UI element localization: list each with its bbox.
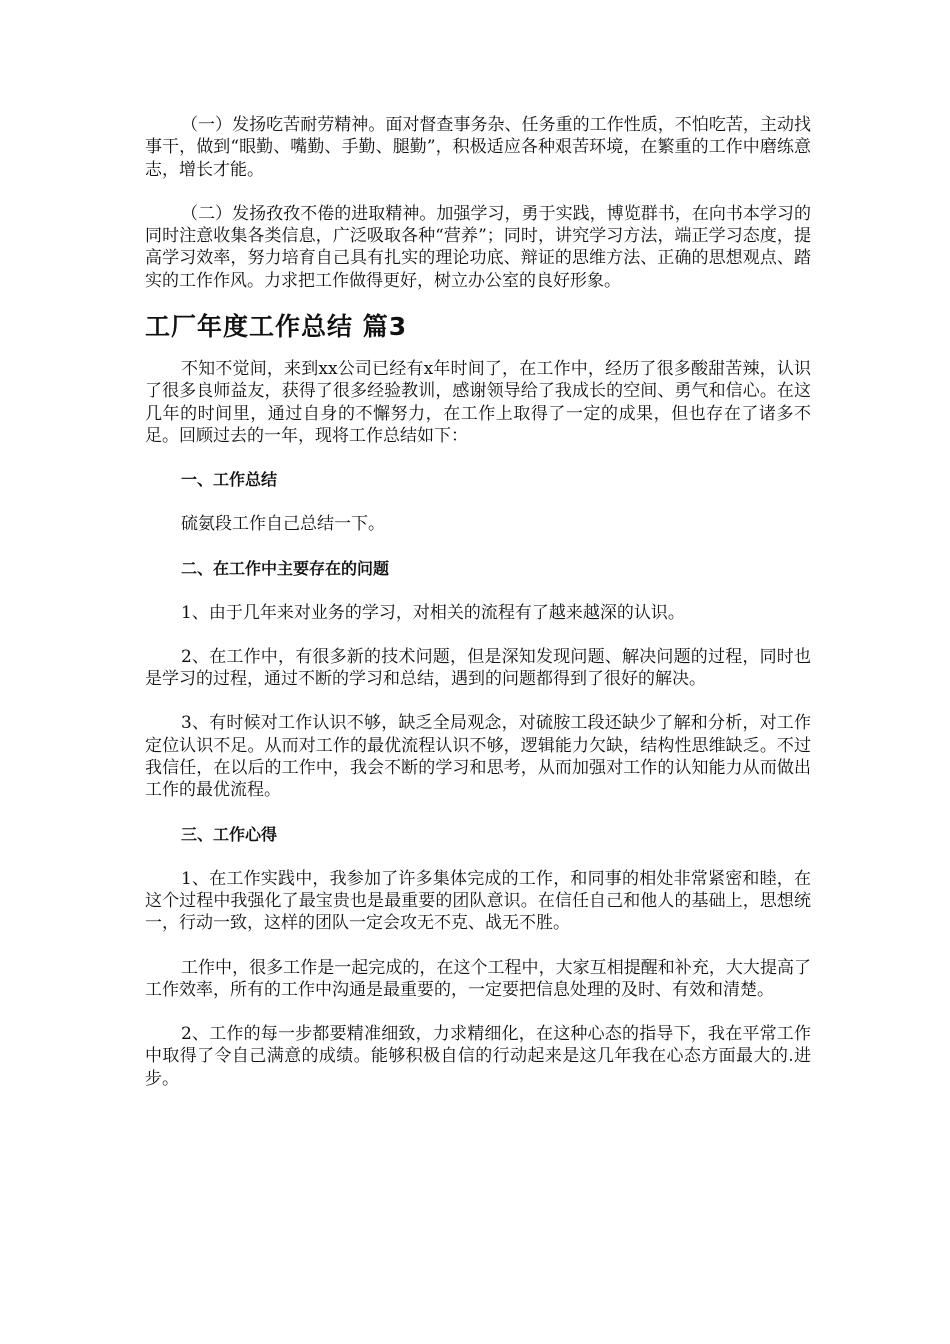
paragraph-learning: （二）发扬孜孜不倦的进取精神。加强学习，勇于实践，博览群书，在向书本学习的同时注意收集各类信息，广泛吸取各种“营养”；同时，讲究学习方法，端正学习态度，提高学习效率，努力培育自己具有扎实的理论功底、辩证的思维方法、正确的思想观点、踏实的工作作风。力求把工作做得更好，树立办公室的良好形象。 — [145, 203, 811, 291]
paragraph-teamwork: 工作中，很多工作是一起完成的，在这个工程中，大家互相提醒和补充，大大提高了工作效率，所有的工作中沟通是最重要的，一定要把信息处理的及时、有效和清楚。 — [145, 957, 811, 1000]
list-item-insight-2: 2、工作的每一步都要精准细致，力求精细化，在这种心态的指导下，我在平常工作中取得了令自己满意的成绩。能够积极自信的行动起来是这几年我在心态方面最大的.进步。 — [145, 1024, 811, 1089]
document-page — [145, 114, 811, 1090]
subheading-insights: 三、工作心得 — [181, 824, 278, 844]
list-item-problem-2: 2、在工作中，有很多新的技术问题，但是深知发现问题、解决问题的过程，同时也是学习的过程，通过不断的学习和总结，遇到的问题都得到了很好的解决。 — [145, 646, 811, 690]
subheading-problems: 二、在工作中主要存在的问题 — [181, 558, 390, 578]
list-item-problem-1: 1、由于几年来对业务的学习，对相关的流程有了越来越深的认识。 — [181, 602, 685, 623]
paragraph-summary-body: 硫氨段工作自己总结一下。 — [181, 514, 385, 535]
paragraph-diligence: （一）发扬吃苦耐劳精神。面对督查事务杂、任务重的工作性质，不怕吃苦，主动找事干，做到“眼勤、嘴勤、手勤、腿勤”，积极适应各种艰苦环境，在繁重的工作中磨练意志，增长才能。 — [145, 115, 811, 180]
list-item-problem-3: 3、有时候对工作认识不够，缺乏全局观念，对硫胺工段还缺少了解和分析，对工作定位认识不足。从而对工作的最优流程认识不够，逻辑能力欠缺，结构性思维缺乏。不过我信任，在以后的工作中，我会不断的学习和思考，从而加强对工作的认知能力从而做出工作的最优流程。 — [145, 713, 811, 801]
list-item-insight-1: 1、在工作实践中，我参加了许多集体完成的工作，和同事的相处非常紧密和睦，在这个过程中我强化了最宝贵也是最重要的团队意识。在信任自己和他人的基础上，思想统一，行动一致，这样的团队一定会攻无不克、战无不胜。 — [145, 868, 811, 934]
subheading-work-summary: 一、工作总结 — [181, 470, 278, 490]
paragraph-intro: 不知不觉间，来到xx公司已经有x年时间了，在工作中，经历了很多酸甜苦辣，认识了很多良师益友，获得了很多经验教训，感谢领导给了我成长的空间、勇气和信心。在这几年的时间里，通过自身的不懈努力，在工作上取得了一定的成果，但也存在了诸多不足。回顾过去的一年，现将工作总结如下： — [145, 359, 811, 446]
section-heading: 工厂年度工作总结 篇3 — [145, 312, 408, 342]
